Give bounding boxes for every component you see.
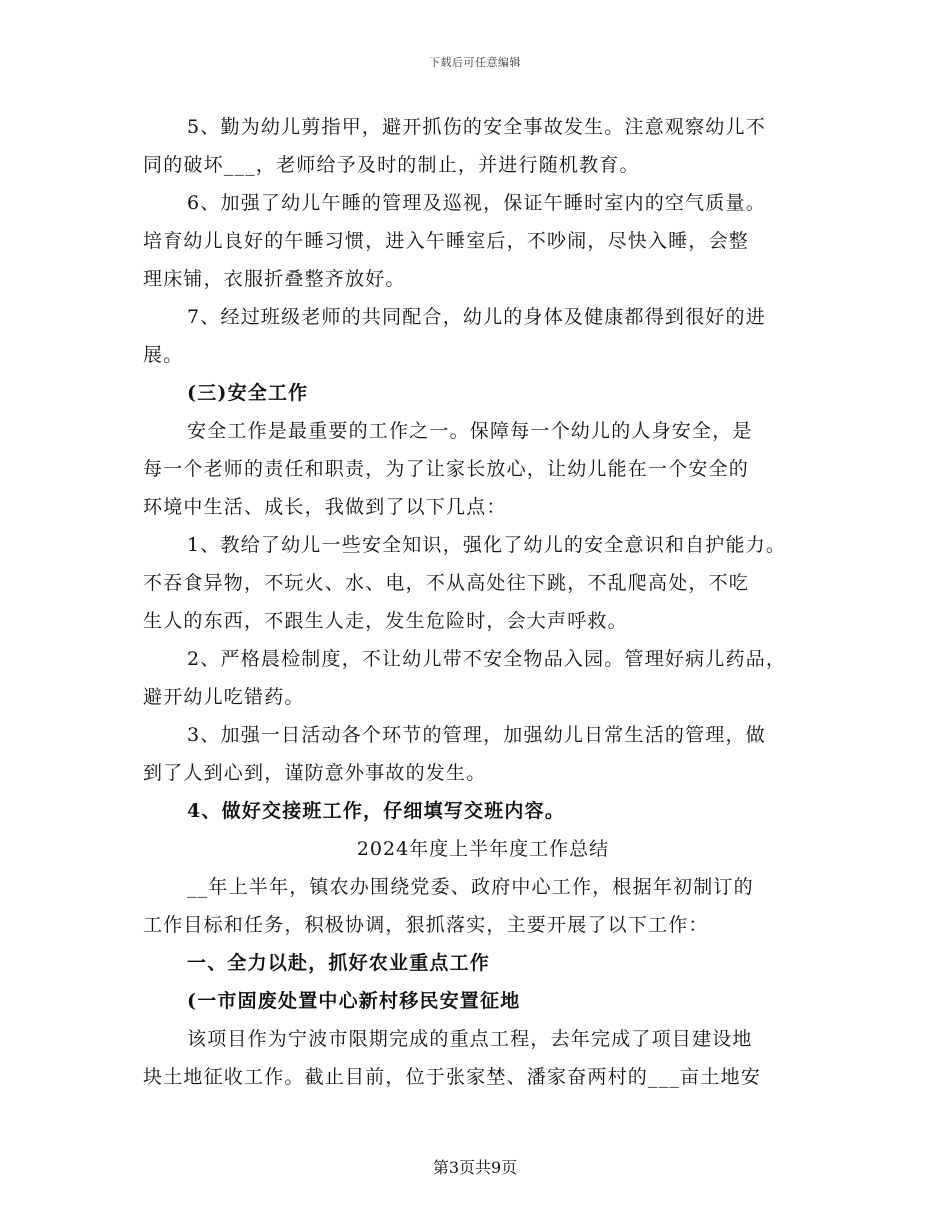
document-body <box>143 108 823 1096</box>
section-heading: (三)安全工作 <box>187 382 309 404</box>
paragraph-line: 6、加强了幼儿午睡的管理及巡视，保证午睡时室内的空气质量。 <box>187 192 766 214</box>
paragraph-line: 该项目作为宁波市限期完成的重点工程，去年完成了项目建设地 <box>187 1028 753 1050</box>
paragraph-line: __年上半年，镇农办围绕党委、政府中心工作，根据年初制订的 <box>187 876 754 898</box>
paragraph-line: 培育幼儿良好的午睡习惯，进入午睡室后，不吵闹，尽快入睡，会整 <box>143 230 750 252</box>
paragraph-line: 1、教给了幼儿一些安全知识，强化了幼儿的安全意识和自护能力。 <box>187 534 787 556</box>
paragraph-line: 块土地征收工作。截止目前，位于张家埜、潘家奋两村的___亩土地安 <box>143 1066 761 1088</box>
paragraph-line: 展。 <box>143 344 184 366</box>
paragraph-line: 7、经过班级老师的共同配合，幼儿的身体及健康都得到很好的进 <box>187 306 766 328</box>
paragraph-line: 理床铺，衣服折叠整齐放好。 <box>143 268 406 290</box>
paragraph-line: 安全工作是最重要的工作之一。保障每一个幼儿的人身安全，是 <box>187 420 753 442</box>
paragraph-line: 同的破坏___，老师给予及时的制止，并进行随机教育。 <box>143 154 640 176</box>
paragraph-line: 到了人到心到，谨防意外事故的发生。 <box>143 762 487 784</box>
section-heading: 一、全力以赴，抓好农业重点工作 <box>187 952 491 974</box>
document-title: 2024年度上半年度工作总结 <box>356 838 610 860</box>
paragraph-line: 工作目标和任务，积极协调，狠抓落实，主要开展了以下工作： <box>143 914 709 936</box>
paragraph-line: 5、勤为幼儿剪指甲，避开抓伤的安全事故发生。注意观察幼儿不 <box>187 116 766 138</box>
paragraph-line: 2、严格晨检制度，不让幼儿带不安全物品入园。管理好病儿药品， <box>187 648 787 670</box>
paragraph-line: 生人的东西，不跟生人走，发生危险时，会大声呼救。 <box>143 610 628 632</box>
paragraph-line: 避开幼儿吃错药。 <box>143 686 305 708</box>
paragraph-line: 环境中生活、成长，我做到了以下几点： <box>143 496 507 518</box>
paragraph-line: 每一个老师的责任和职责，为了让家长放心，让幼儿能在一个安全的 <box>143 458 750 480</box>
paragraph-line: 3、加强一日活动各个环节的管理，加强幼儿日常生活的管理，做 <box>187 724 766 746</box>
bold-paragraph-line: 4、做好交接班工作，仔细填写交班内容。 <box>187 800 566 822</box>
paragraph-line: 不吞食异物，不玩火、水、电，不从高处往下跳，不乱爬高处，不吃 <box>143 572 750 594</box>
page-header: 下载后可任意编辑 <box>429 56 521 69</box>
subsection-heading: (一市固废处置中心新村移民安置征地 <box>187 990 521 1012</box>
page-number: 第3页共9页 <box>432 1158 518 1177</box>
